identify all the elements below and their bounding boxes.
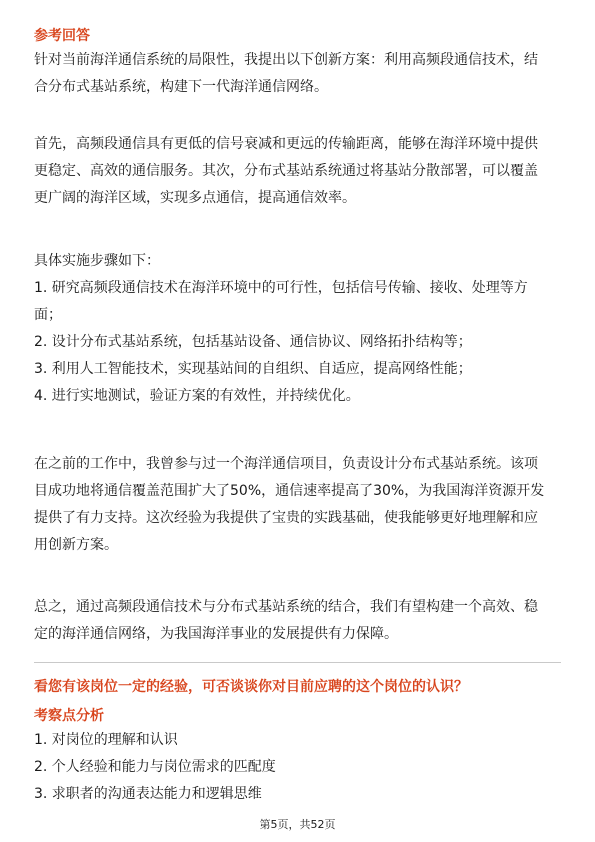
intro-line: 合分布式基站系统，构建下一代海洋通信网络。 [34, 79, 328, 95]
analysis-points [34, 727, 561, 808]
analysis-point: 2. 个人经验和能力与岗位需求的匹配度 [34, 759, 276, 775]
experience-line: 目成功地将通信覆盖范围扩大了50%，通信速率提高了30%，为我国海洋资源开发 [34, 483, 545, 499]
experience-line: 在之前的工作中，我曾参与过一个海洋通信项目，负责设计分布式基站系统。该项 [34, 456, 538, 472]
experience-paragraph [34, 451, 561, 559]
step-item: 2. 设计分布式基站系统，包括基站设备、通信协议、网络拓扑结构等； [34, 334, 472, 350]
section-divider [34, 662, 561, 663]
analysis-point: 3. 求职者的沟通表达能力和逻辑思维 [34, 786, 262, 802]
advantages-paragraph [34, 131, 561, 212]
intro-paragraph [34, 47, 561, 101]
interview-question: 看您有该岗位一定的经验，可否谈谈你对目前应聘的这个岗位的认识？ [34, 679, 468, 695]
conclusion-line: 定的海洋通信网络，为我国海洋事业的发展提供有力保障。 [34, 626, 398, 642]
intro-line: 针对当前海洋通信系统的局限性，我提出以下创新方案：利用高频段通信技术，结 [34, 52, 538, 68]
experience-line: 提供了有力支持。这次经验为我提供了宝贵的实践基础，使我能够更好地理解和应 [34, 510, 538, 526]
step-item-continued: 面； [34, 307, 62, 323]
step-item: 4. 进行实地测试，验证方案的有效性，并持续优化。 [34, 388, 360, 404]
conclusion-paragraph [34, 594, 561, 648]
advantages-line: 首先，高频段通信具有更低的信号衰减和更远的传输距离，能够在海洋环境中提供 [34, 136, 538, 152]
step-item: 3. 利用人工智能技术，实现基站间的自组织、自适应，提高网络性能； [34, 361, 472, 377]
conclusion-line: 总之，通过高频段通信技术与分布式基站系统的结合，我们有望构建一个高效、稳 [34, 599, 538, 615]
step-item: 1. 研究高频段通信技术在海洋环境中的可行性，包括信号传输、接收、处理等方 [34, 280, 528, 296]
steps-intro: 具体实施步骤如下： [34, 253, 160, 269]
page-footer: 第5页，共52页 [259, 818, 336, 831]
answer-heading: 参考回答 [34, 28, 90, 44]
advantages-line: 更广阔的海洋区域，实现多点通信，提高通信效率。 [34, 190, 356, 206]
advantages-line: 更稳定、高效的通信服务。其次，分布式基站系统通过将基站分散部署，可以覆盖 [34, 163, 538, 179]
analysis-heading: 考察点分析 [34, 708, 104, 724]
analysis-point: 1. 对岗位的理解和认识 [34, 732, 178, 748]
steps-list [34, 248, 561, 410]
experience-line: 用创新方案。 [34, 537, 118, 553]
